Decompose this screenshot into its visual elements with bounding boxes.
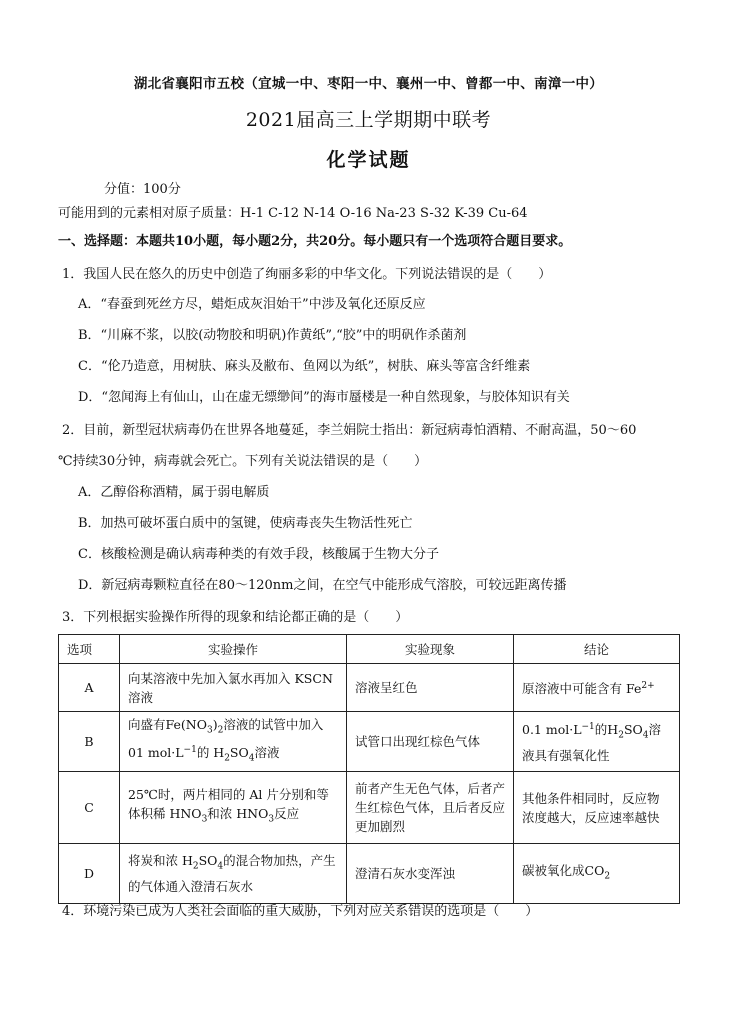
table-row	[59, 772, 680, 844]
row-c-operation: 25℃时，两片相同的 Al 片分别和等体积稀 $HNO_3$和浓 $HNO_3$反应	[120, 772, 347, 844]
score-line: 分值：100分	[104, 182, 181, 197]
q2-option-a: A．乙醇俗称酒精，属于弱电解质	[78, 485, 270, 500]
q1-stem: 1．我国人民在悠久的历史中创造了绚丽多彩的中华文化。下列说法错误的是（ ）	[62, 267, 552, 282]
header-option: 选项	[59, 635, 120, 664]
subject-title: 化学试题	[326, 149, 411, 171]
schools-header: 湖北省襄阳市五校（宜城一中、枣阳一中、襄州一中、曾都一中、南漳一中）	[133, 76, 604, 92]
table-row	[59, 712, 680, 772]
q1-option-b: B．“川麻不浆，以胶(动物胶和明矾)作黄纸”,“胶”中的明矾作杀菌剂	[78, 328, 467, 343]
exam-title: 2021届高三上学期期中联考	[245, 109, 492, 131]
table-row	[59, 844, 680, 904]
q2-stem-line2: ℃持续30分钟，病毒就会死亡。下列有关说法错误的是（ ）	[58, 454, 428, 469]
header-conclusion: 结论	[514, 635, 680, 664]
q3-stem: 3．下列根据实验操作所得的现象和结论都正确的是（ ）	[62, 610, 409, 625]
row-b-option: B	[59, 712, 120, 772]
row-d-phenomenon: 澄清石灰水变浑浊	[347, 844, 514, 904]
header-phenomenon: 实验现象	[347, 635, 514, 664]
q2-stem-line1: 2．目前，新型冠状病毒仍在世界各地蔓延，李兰娟院士指出：新冠病毒怕酒精、不耐高温，50～60	[62, 423, 637, 438]
row-a-phenomenon: 溶液呈红色	[347, 664, 514, 712]
q3-table	[58, 634, 680, 904]
row-a-operation: 向某溶液中先加入氯水再加入 KSCN 溶液	[120, 664, 347, 712]
q2-option-c: C．核酸检测是确认病毒种类的有效手段，核酸属于生物大分子	[78, 547, 439, 562]
row-a-conclusion: 原溶液中可能含有 $Fe^{2+}$	[514, 664, 680, 712]
table-row	[59, 664, 680, 712]
row-d-conclusion: 碳被氧化成$CO_2$	[514, 844, 680, 904]
q4-stem: 4．环境污染已成为人类社会面临的重大威胁，下列对应关系错误的选项是（ ）	[62, 904, 539, 919]
header-operation: 实验操作	[120, 635, 347, 664]
atomic-masses-line: 可能用到的元素相对原子质量：H-1 C-12 N-14 O-16 Na-23 S-32 K-39 Cu-64	[58, 206, 528, 221]
row-b-operation: 向盛有$Fe(NO_3)_2$溶液的试管中加入01 $mol\cdot L^{-1}$的 $H_2SO_4$溶液	[120, 712, 347, 772]
q1-option-c: C．“伦乃造意，用树肤、麻头及敝布、鱼网以为纸”，树肤、麻头等富含纤维素	[78, 359, 531, 374]
row-b-phenomenon: 试管口出现红棕色气体	[347, 712, 514, 772]
row-c-phenomenon: 前者产生无色气体，后者产生红棕色气体，且后者反应更加剧烈	[347, 772, 514, 844]
row-c-conclusion: 其他条件相同时，反应物浓度越大，反应速率越快	[514, 772, 680, 844]
row-a-option: A	[59, 664, 120, 712]
q2-option-d: D．新冠病毒颗粒直径在80～120nm之间，在空气中能形成气溶胶，可较远距离传播	[78, 578, 567, 593]
q2-option-b: B．加热可破坏蛋白质中的氢键，使病毒丧失生物活性死亡	[78, 516, 413, 531]
row-d-option: D	[59, 844, 120, 904]
table-header-row	[59, 635, 680, 664]
row-d-operation: 将炭和浓 $H_2SO_4$的混合物加热，产生的气体通入澄清石灰水	[120, 844, 347, 904]
q1-option-d: D．“忽闻海上有仙山，山在虚无缥缈间”的海市蜃楼是一种自然现象，与胶体知识有关	[78, 390, 570, 405]
section-title: 一、选择题：本题共10小题，每小题2分，共20分。每小题只有一个选项符合题目要求。	[58, 234, 572, 249]
q1-option-a: A．“春蚕到死丝方尽，蜡炬成灰泪始干”中涉及氧化还原反应	[78, 297, 426, 312]
row-c-option: C	[59, 772, 120, 844]
row-b-conclusion: 0.1 $mol\cdot L^{-1}$的$H_2SO_4$溶液具有强氧化性	[514, 712, 680, 772]
